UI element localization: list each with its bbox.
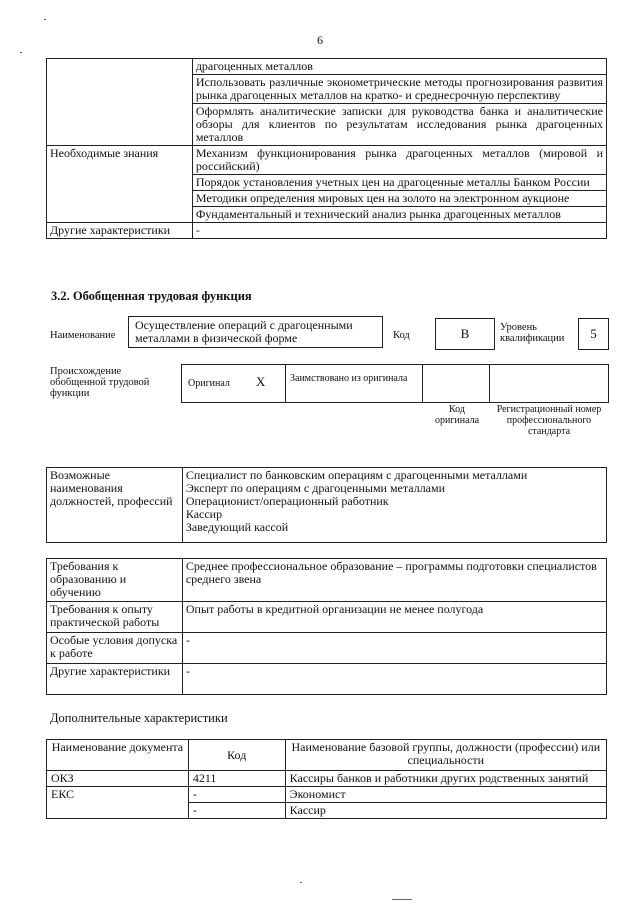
table-row bbox=[47, 223, 607, 239]
header-document: Наименование документа bbox=[47, 740, 189, 771]
table-cell-value: - bbox=[182, 664, 606, 695]
table-cell-value: драгоценных металлов bbox=[192, 59, 606, 75]
table-cell-value: Опыт работы в кредитной организации не менее полугода bbox=[182, 602, 606, 633]
list-item: Специалист по банковским операциям с драгоценными металлами bbox=[185, 468, 528, 482]
cell-doc: ЕКС bbox=[47, 787, 189, 819]
name-label: Наименование bbox=[50, 330, 116, 341]
cell-name: Кассир bbox=[285, 803, 606, 819]
code-original-label: Код оригинала bbox=[434, 404, 480, 426]
name-value-box: Осуществление операций с драгоценными металлами в физической форме bbox=[128, 316, 383, 348]
level-label: Уровень квалификации bbox=[500, 322, 565, 344]
table-cell-value: Среднее профессиональное образование – программы подготовки специалистов среднего звена bbox=[182, 559, 606, 602]
scan-speck bbox=[20, 52, 22, 53]
table-cell-value: - bbox=[192, 223, 606, 239]
origin-label: Происхождение обобщенной трудовой функции bbox=[50, 366, 150, 399]
divider bbox=[489, 365, 490, 402]
scan-speck bbox=[392, 899, 412, 900]
additional-title: Дополнительные характеристики bbox=[50, 711, 228, 725]
table-cell-value: Методики определения мировых цен на золото на электронном аукционе bbox=[192, 191, 606, 207]
list-item: Операционист/операционный работник bbox=[185, 494, 389, 508]
original-label: Оригинал bbox=[188, 378, 230, 389]
cell-code: 4211 bbox=[188, 771, 285, 787]
table-row bbox=[47, 59, 607, 75]
table-cell-value: Фундаментальный и технический анализ рынка драгоценных металлов bbox=[192, 207, 606, 223]
cell-name: Кассиры банков и работники других родственных занятий bbox=[285, 771, 606, 787]
table-cell-value: - bbox=[182, 633, 606, 664]
header-name: Наименование базовой группы, должности (профессии) или специальности bbox=[285, 740, 606, 771]
section-title: 3.2. Обобщенная трудовая функция bbox=[51, 289, 252, 303]
positions-list bbox=[182, 468, 606, 543]
table-row bbox=[47, 468, 607, 543]
code-value-box: В bbox=[435, 318, 495, 350]
code-label: Код bbox=[393, 330, 410, 341]
original-mark: X bbox=[256, 374, 266, 389]
reg-number-label: Регистрационный номер профессионального стандарта bbox=[496, 404, 602, 437]
divider bbox=[422, 365, 423, 402]
table-cell-label: Другие характеристики bbox=[47, 223, 193, 239]
divider bbox=[285, 365, 286, 402]
cell-code: - bbox=[188, 803, 285, 819]
positions-table bbox=[46, 467, 607, 543]
page-number: 6 bbox=[317, 33, 323, 47]
cell-code: - bbox=[188, 787, 285, 803]
table-cell-value: Оформлять аналитические записки для руководства банка и аналитические обзоры для клиентов по результатам исследования рынка драгоценных металлов bbox=[192, 104, 606, 146]
list-item: Эксперт по операциям с драгоценными металлами bbox=[185, 481, 446, 495]
origin-box bbox=[181, 364, 609, 403]
list-item: Кассир bbox=[185, 507, 223, 521]
skills-knowledge-table bbox=[46, 58, 607, 239]
positions-label: Возможные наименования должностей, профессий bbox=[47, 468, 183, 543]
table-row bbox=[47, 633, 607, 664]
additional-table bbox=[46, 739, 607, 819]
level-value-box: 5 bbox=[578, 318, 609, 350]
table-row bbox=[47, 602, 607, 633]
table-cell-label: Необходимые знания bbox=[47, 146, 193, 223]
table-cell-label: Другие характеристики bbox=[47, 664, 183, 695]
scan-speck bbox=[300, 882, 302, 883]
list-item: Заведующий кассой bbox=[185, 520, 289, 534]
table-cell-value: Механизм функционирования рынка драгоценных металлов (мировой и российский) bbox=[192, 146, 606, 175]
requirements-table bbox=[46, 558, 607, 695]
table-cell-label bbox=[47, 59, 193, 146]
table-row bbox=[47, 146, 607, 175]
cell-doc: ОКЗ bbox=[47, 771, 189, 787]
table-row bbox=[47, 664, 607, 695]
cell-name: Экономист bbox=[285, 787, 606, 803]
table-cell-label: Особые условия допуска к работе bbox=[47, 633, 183, 664]
borrowed-label: Заимствовано из оригинала bbox=[290, 373, 408, 384]
table-cell-value: Порядок установления учетных цен на драгоценные металлы Банком России bbox=[192, 175, 606, 191]
scan-speck bbox=[44, 19, 46, 20]
table-cell-value: Использовать различные эконометрические методы прогнозирования развития рынка драгоценных металлов на кратко- и среднесрочную перспективу bbox=[192, 75, 606, 104]
table-header-row bbox=[47, 740, 607, 771]
table-row bbox=[47, 771, 607, 787]
table-cell-label: Требования к опыту практической работы bbox=[47, 602, 183, 633]
table-row bbox=[47, 559, 607, 602]
table-cell-label: Требования к образованию и обучению bbox=[47, 559, 183, 602]
header-code: Код bbox=[188, 740, 285, 771]
table-row bbox=[47, 787, 607, 803]
